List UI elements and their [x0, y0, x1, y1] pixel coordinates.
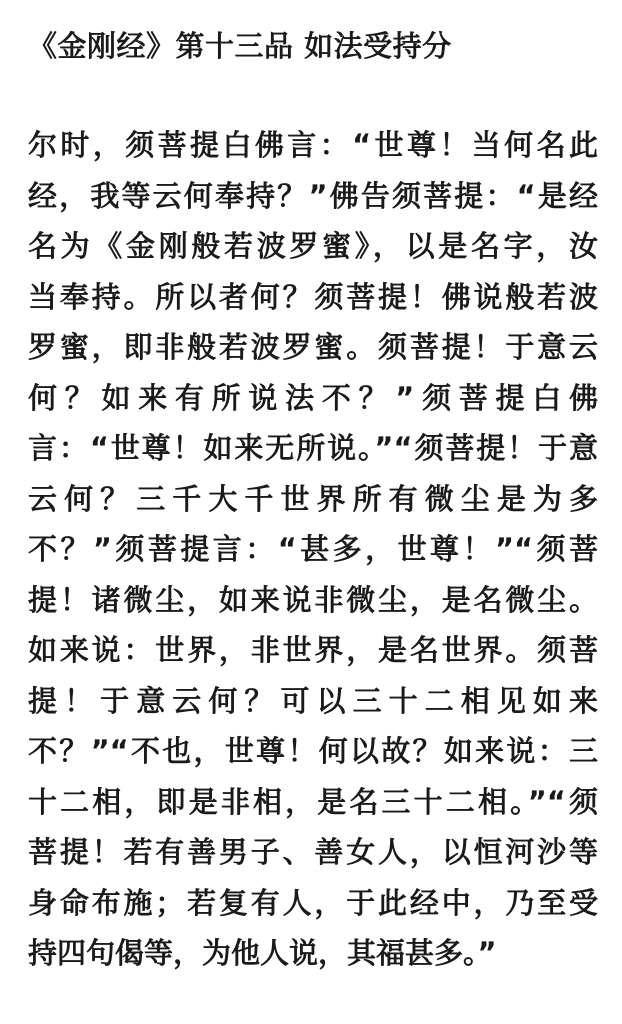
text-line: 如来说：世界，非世界，是名世界。须菩: [28, 633, 598, 667]
text-line: 身命布施；若复有人，于此经中，乃至受: [28, 885, 598, 920]
text-line: 提！于意云何？可以三十二相见如来: [28, 683, 598, 718]
text-line: 不？”“不也，世尊！何以故？如来说：三: [28, 734, 598, 768]
text-line: 经，我等云何奉持？”佛告须菩提：“是经: [28, 178, 598, 213]
text-line: 罗蜜，即非般若波罗蜜。须菩提！于意云: [28, 330, 598, 364]
text-line: 当奉持。所以者何？须菩提！佛说般若波: [28, 279, 598, 314]
text-line: 尔时，须菩提白佛言：“世尊！当何名此: [28, 128, 598, 162]
sutra-text: [28, 120, 598, 979]
text-line: 十二相，即是非相，是名三十二相。”“须: [28, 784, 598, 819]
text-line: 提！诸微尘，如来说非微尘，是名微尘。: [28, 582, 598, 617]
text-line: 何？如来有所说法不？”须菩提白佛: [28, 380, 598, 415]
text-line: 不？”须菩提言：“甚多，世尊！”“须菩: [28, 532, 598, 566]
text-line: 名为《金刚般若波罗蜜》，以是名字，汝: [28, 229, 598, 263]
text-line: 言：“世尊！如来无所说。”“须菩提！于意: [28, 431, 598, 465]
text-line: 云何？三千大千世界所有微尘是为多: [28, 481, 598, 516]
page-title: 《金刚经》第十三品 如法受持分: [28, 29, 452, 63]
text-line: 菩提！若有善男子、善女人，以恒河沙等: [28, 835, 598, 869]
text-line: 持四句偈等，为他人说，其福甚多。”: [28, 936, 497, 970]
